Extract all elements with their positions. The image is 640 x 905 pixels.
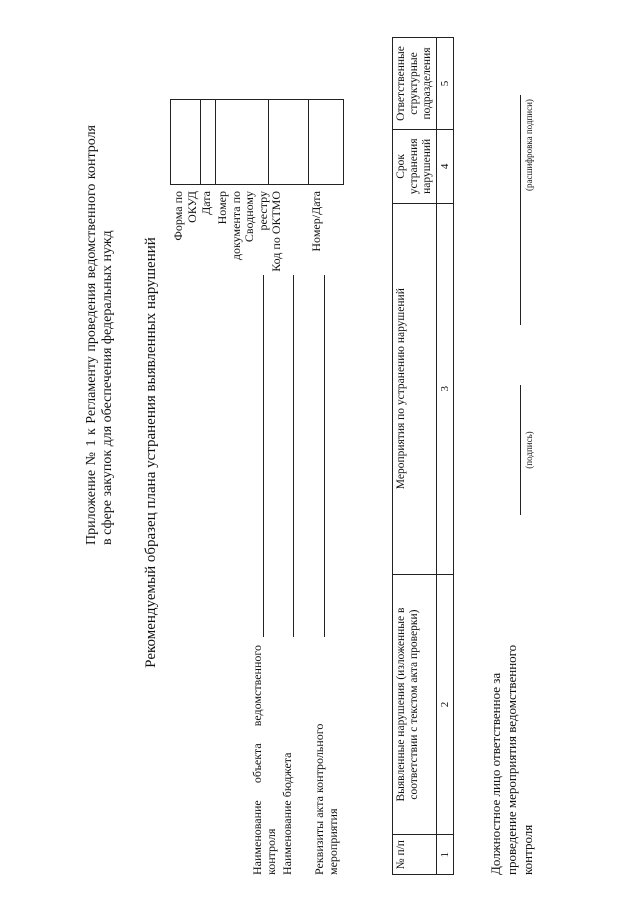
column-number-3: 3 (437, 203, 454, 574)
date-label: Дата (199, 191, 213, 215)
date-cell (201, 100, 216, 185)
header-number: № п/п (393, 835, 437, 875)
signature-caption: (подпись) (524, 431, 534, 469)
appendix-heading: Приложение № 1 к Регламенту проведения ведомственного контроля в сфере закупок для обеспечения федеральных нужд (84, 125, 115, 545)
oktmo-label: Код по ОКТМО (269, 191, 283, 272)
header-responsible: Ответственные структурные подразделения (393, 38, 437, 130)
header-measures: Мероприятия по устранению нарушений (393, 203, 437, 574)
object-name-label: Наименование объекта ведомственного контроля (250, 645, 278, 875)
budget-name-label: Наименование бюджета (280, 752, 294, 875)
table-header-row (393, 38, 437, 875)
header-deadline: Срок устранения нарушений (393, 129, 437, 203)
object-name-line (263, 275, 264, 637)
register-number-label: Номер документа по Сводному реестру (215, 191, 270, 261)
act-requisites-label: Реквизиты акта контрольного мероприятия (312, 723, 340, 875)
oktmo-cell (269, 100, 309, 185)
responsible-official-label: Должностное лицо ответственное за проведение мероприятия ведомственного контроля (488, 644, 535, 875)
document-title: Рекомендуемый образец плана устранения выявленных нарушений (143, 237, 159, 668)
violations-table (392, 37, 454, 875)
act-requisites-line (324, 275, 325, 637)
column-number-1: 1 (437, 835, 454, 875)
column-number-2: 2 (437, 574, 454, 835)
okud-cell (171, 100, 201, 185)
signature-line (520, 385, 521, 515)
register-number-cell (216, 100, 269, 185)
budget-name-line (293, 275, 294, 637)
signature-decoding-line (520, 95, 521, 325)
column-number-5: 5 (437, 38, 454, 130)
column-number-4: 4 (437, 129, 454, 203)
number-date-cell (309, 100, 344, 185)
header-violations: Выявленные нарушения (изложенные в соответствии с текстом акта проверки) (393, 574, 437, 835)
codes-table (170, 99, 344, 185)
okud-label: Форма по ОКУД (171, 191, 199, 241)
table-row (437, 38, 454, 875)
number-date-label: Номер/Дата (309, 191, 323, 252)
signature-decoding-caption: (расшифровка подписи) (524, 99, 534, 191)
